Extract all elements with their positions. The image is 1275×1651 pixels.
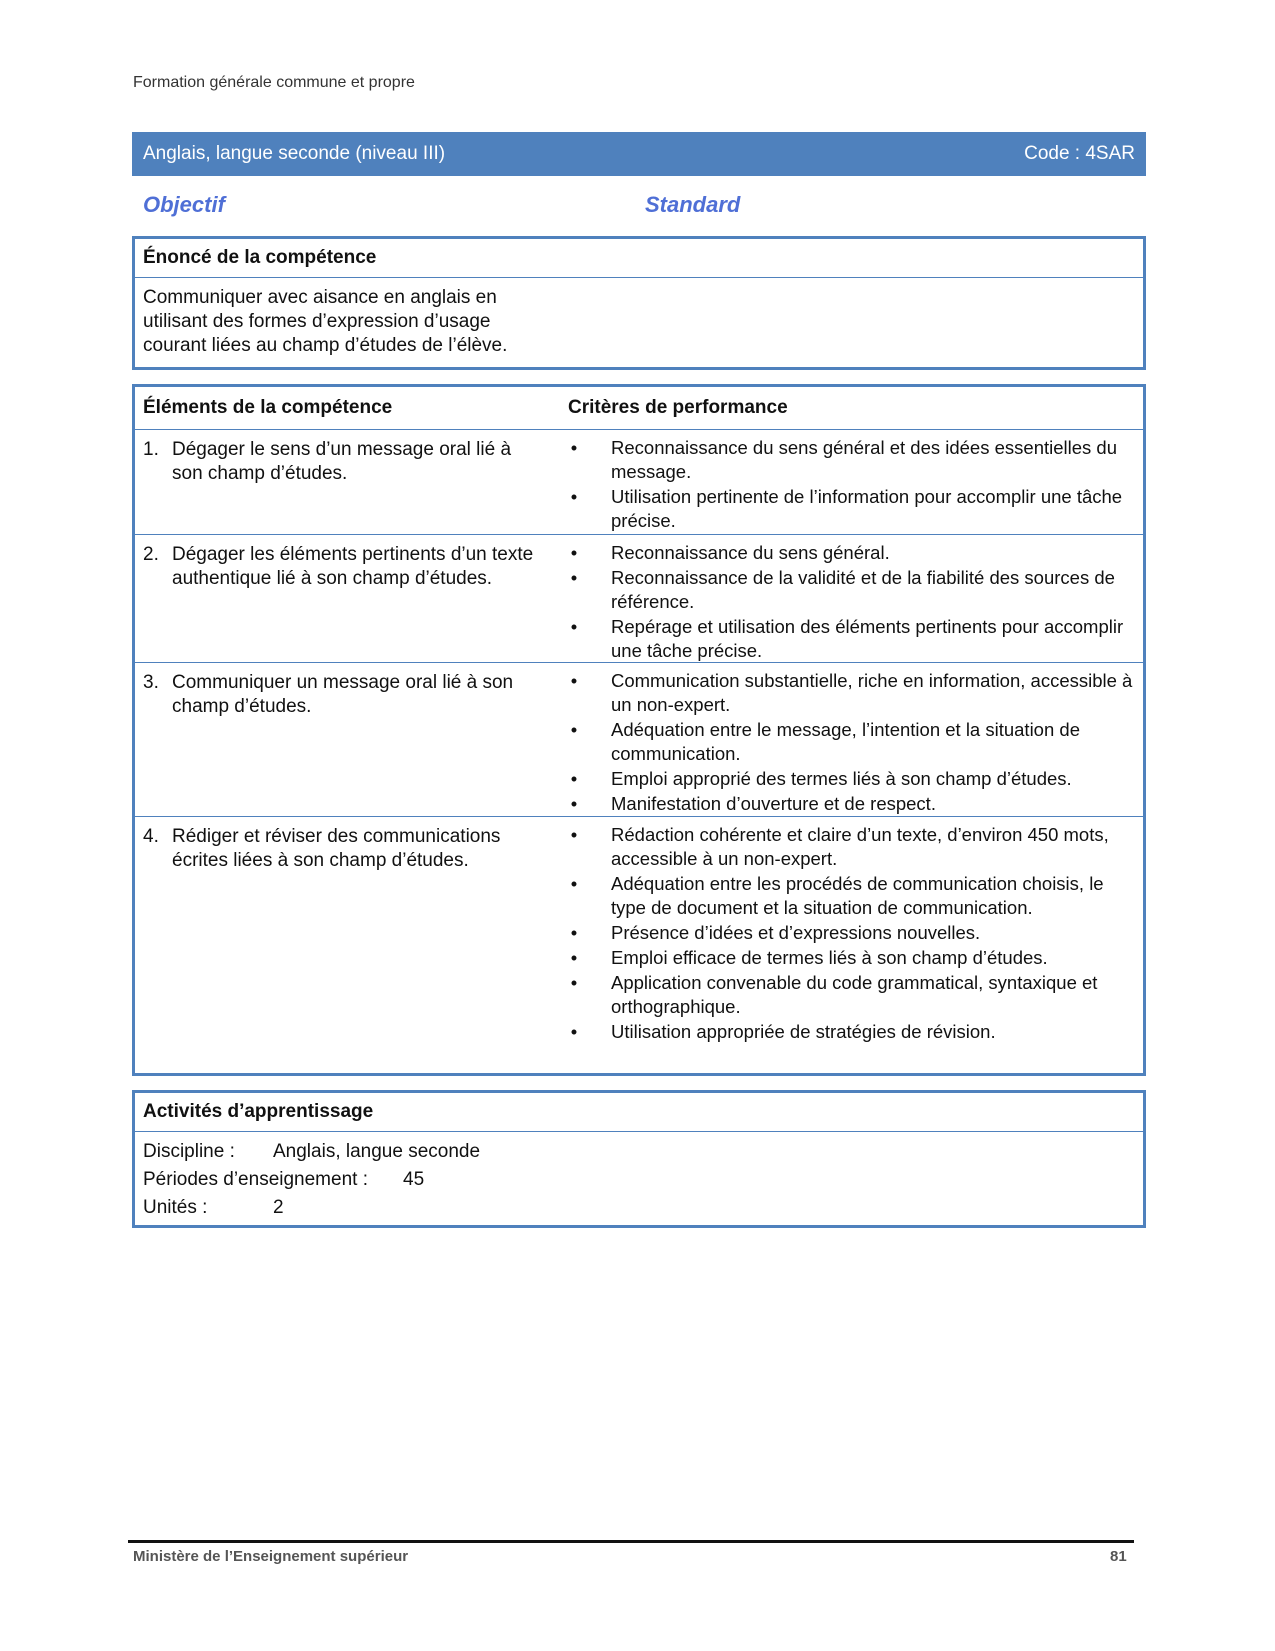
element-text: Dégager le sens d’un message oral lié à son champ d’études.	[172, 439, 512, 484]
competence-table-header	[135, 387, 1143, 430]
competence-element	[143, 825, 543, 873]
criterion-text: Emploi approprié des termes liés à son champ d’études.	[611, 768, 1072, 789]
col-criteres-header: Critères de performance	[568, 397, 788, 418]
competence-rows	[135, 430, 1143, 1067]
page-number: 81	[1110, 1548, 1127, 1565]
criterion-text: Rédaction cohérente et claire d’un texte, d’environ 450 mots, accessible à un non-expert.	[611, 824, 1109, 869]
objective-label: Objectif	[143, 192, 225, 217]
element-text: Communiquer un message oral lié à son champ d’études.	[172, 672, 514, 717]
unites-line	[143, 1194, 1135, 1222]
criterion-text: Application convenable du code grammatical, syntaxique et orthographique.	[611, 972, 1098, 1017]
criterion-item	[568, 971, 1138, 1019]
criterion-item	[568, 436, 1138, 484]
course-title: Anglais, langue seconde (niveau III)	[143, 143, 446, 164]
bullet-icon: •	[570, 542, 578, 563]
criterion-text: Adéquation entre les procédés de communication choisis, le type de document et la situation de communication.	[611, 873, 1104, 918]
criterion-item	[568, 946, 1138, 970]
element-text: Dégager les éléments pertinents d’un texte authentique lié à son champ d’études.	[172, 544, 534, 589]
course-title-bar	[132, 132, 1146, 176]
bullet-icon: •	[570, 670, 578, 691]
footer-ministry: Ministère de l’Enseignement supérieur	[133, 1548, 409, 1565]
criterion-text: Présence d’idées et d’expressions nouvelles.	[611, 922, 981, 943]
criterion-item	[568, 718, 1138, 766]
bullet-icon: •	[570, 567, 578, 588]
criterion-text: Manifestation d’ouverture et de respect.	[611, 793, 936, 814]
bullet-icon: •	[570, 824, 578, 845]
element-number: 3.	[143, 672, 159, 693]
enonce-box	[132, 236, 1146, 370]
program-header: Formation générale commune et propre	[133, 74, 415, 91]
criterion-item	[568, 615, 1138, 663]
discipline-line	[143, 1138, 1135, 1166]
competence-row	[135, 663, 1143, 817]
element-number: 1.	[143, 439, 159, 460]
discipline-label: Discipline :	[143, 1141, 235, 1162]
competence-row	[135, 817, 1143, 1067]
element-number: 2.	[143, 544, 159, 565]
bullet-icon: •	[570, 486, 578, 507]
criterion-item	[568, 1020, 1138, 1044]
criterion-item	[568, 669, 1138, 717]
criterion-text: Reconnaissance du sens général et des idées essentielles du message.	[611, 437, 1117, 482]
bullet-icon: •	[570, 719, 578, 740]
unites-value: 2	[273, 1197, 284, 1218]
col-elements-header: Éléments de la compétence	[143, 397, 393, 418]
bullet-icon: •	[570, 1021, 578, 1042]
criterion-item	[568, 872, 1138, 920]
competence-element	[143, 543, 543, 591]
bullet-icon: •	[570, 922, 578, 943]
footer-rule	[128, 1540, 1134, 1543]
criteria-list	[568, 541, 1138, 664]
competence-row	[135, 535, 1143, 663]
criterion-item	[568, 541, 1138, 565]
periodes-line	[143, 1166, 1135, 1194]
criterion-item	[568, 792, 1138, 816]
periodes-label: Périodes d’enseignement :	[143, 1169, 368, 1190]
unites-label: Unités :	[143, 1197, 208, 1218]
criterion-text: Adéquation entre le message, l’intention et la situation de communication.	[611, 719, 1080, 764]
element-number: 4.	[143, 826, 159, 847]
enonce-heading: Énoncé de la compétence	[135, 239, 1143, 278]
criteria-list	[568, 669, 1138, 817]
criterion-text: Emploi efficace de termes liés à son champ d’études.	[611, 947, 1048, 968]
bullet-icon: •	[570, 616, 578, 637]
criterion-text: Reconnaissance du sens général.	[611, 542, 890, 563]
competence-element	[143, 438, 543, 486]
criterion-text: Utilisation pertinente de l’information pour accomplir une tâche précise.	[611, 486, 1123, 531]
bullet-icon: •	[570, 947, 578, 968]
course-code: Code : 4SAR	[1024, 143, 1135, 164]
criterion-item	[568, 921, 1138, 945]
bullet-icon: •	[570, 437, 578, 458]
competence-table	[132, 384, 1146, 1076]
criteria-list	[568, 823, 1138, 1045]
element-text: Rédiger et réviser des communications écrites liées à son champ d’études.	[172, 826, 501, 871]
activites-body	[135, 1132, 1143, 1228]
periodes-value: 45	[403, 1169, 425, 1190]
criteria-list	[568, 436, 1138, 534]
criterion-text: Repérage et utilisation des éléments pertinents pour accomplir une tâche précise.	[611, 616, 1124, 661]
criterion-text: Communication substantielle, riche en information, accessible à un non-expert.	[611, 670, 1133, 715]
bullet-icon: •	[570, 873, 578, 894]
competence-row	[135, 430, 1143, 535]
activites-box	[132, 1090, 1146, 1228]
criterion-item	[568, 823, 1138, 871]
standard-label: Standard	[645, 192, 741, 217]
criterion-item	[568, 566, 1138, 614]
criterion-item	[568, 485, 1138, 533]
criterion-item	[568, 767, 1138, 791]
activites-heading: Activités d’apprentissage	[135, 1093, 1143, 1132]
criterion-text: Utilisation appropriée de stratégies de révision.	[611, 1021, 996, 1042]
bullet-icon: •	[570, 972, 578, 993]
discipline-value: Anglais, langue seconde	[273, 1141, 481, 1162]
enonce-text: Communiquer avec aisance en anglais en utilisant des formes d’expression d’usage courant liées au champ d’études de l’élève.	[143, 287, 508, 356]
bullet-icon: •	[570, 793, 578, 814]
competence-element	[143, 671, 543, 719]
criterion-text: Reconnaissance de la validité et de la fiabilité des sources de référence.	[611, 567, 1115, 612]
bullet-icon: •	[570, 768, 578, 789]
